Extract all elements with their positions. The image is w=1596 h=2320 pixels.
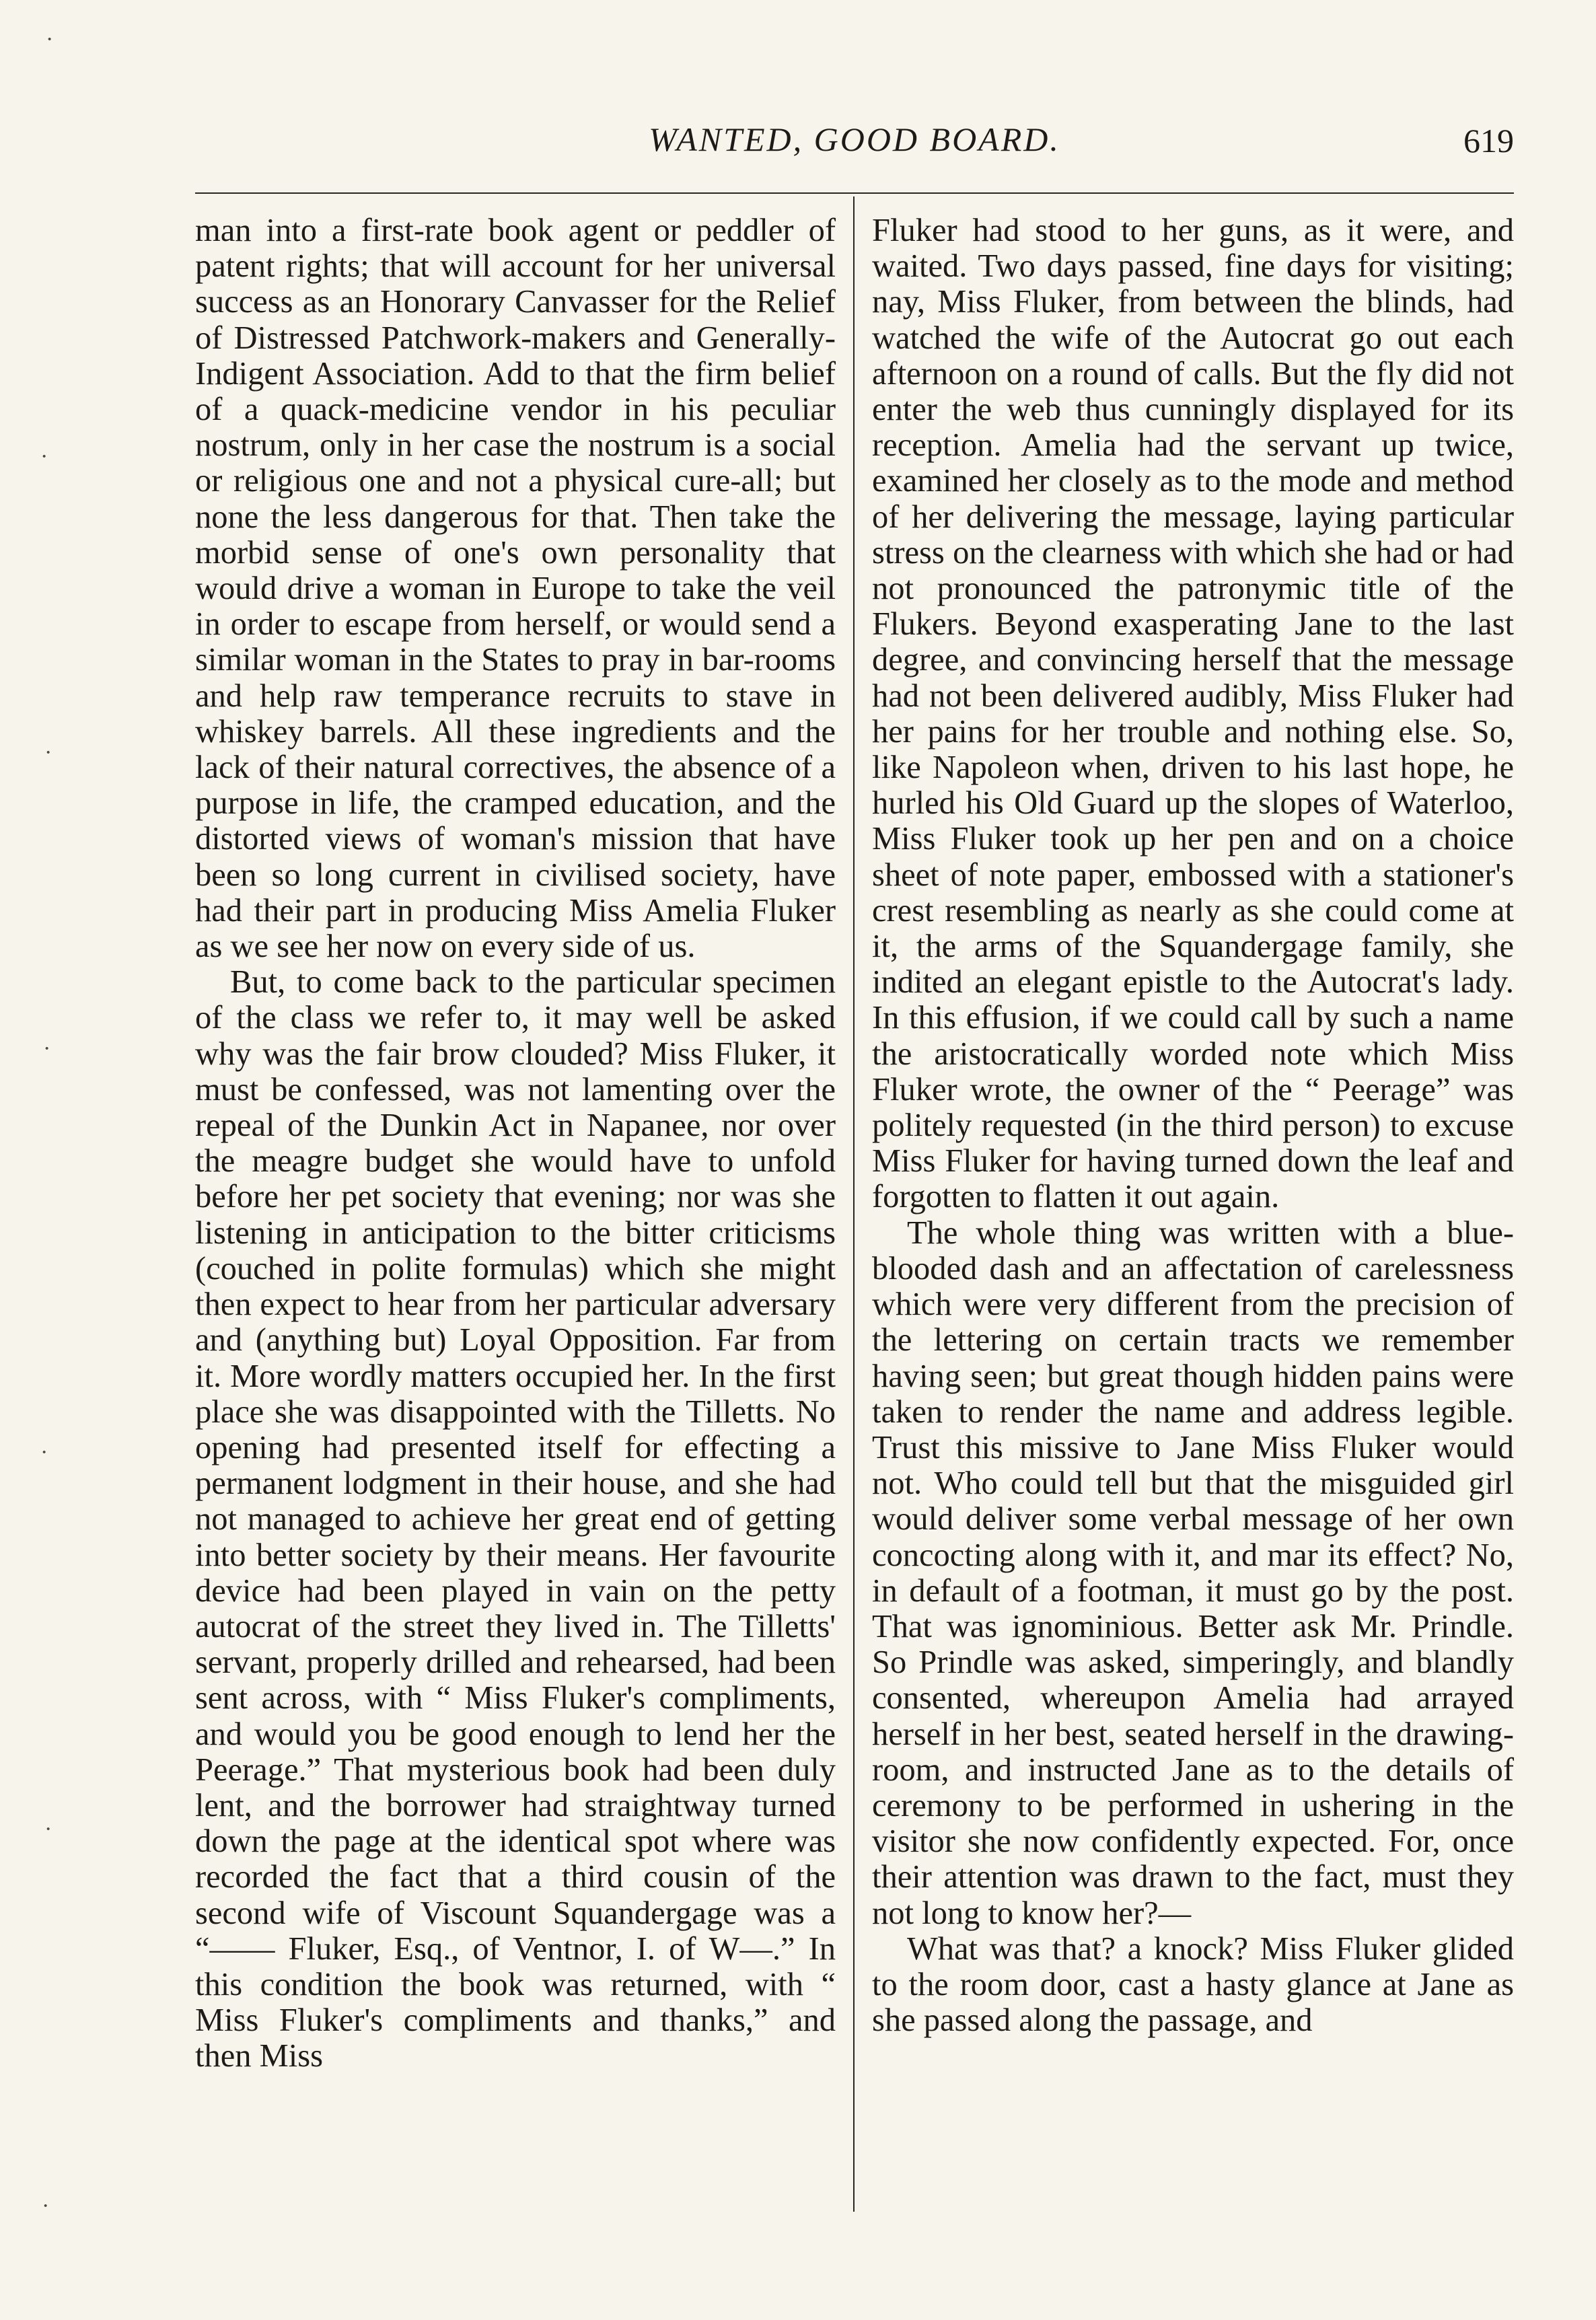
margin-specks: · · · · · · · <box>40 27 54 2218</box>
page-number: 619 <box>1463 122 1514 159</box>
paragraph: But, to come back to the particular specimen of the class we refer to, it may well be asked why was the fair brow clouded? Miss Fluker, it must be confessed, was not lamenting over the repeal of the Dunkin Act in Napanee, nor over the meagre budget she would have to unfold before her pet society that evening; nor was she listening in anticipation to the bitter criticisms (couched in polite formulas) which she might then expect to hear from her particular adversary and (anything but) Loyal Opposition. Far from it. More wordly matters occupied her. In the first place she was disappointed with the Tilletts. No opening had presented itself for effecting a permanent lodgment in their house, and she had not managed to achieve her great end of getting into better society by their means. Her favourite device had been played in vain on the petty autocrat of the street they lived in. The Tilletts' servant, properly drilled and rehearsed, had been sent across, with “ Miss Fluker's compliments, and would you be good enough to lend her the Peerage.” That mysterious book had been duly lent, and the borrower had straightway turned down the page at the identical spot where was recorded the fact that a third cousin of the second wife of Viscount Squandergage was a “—— Fluker, Esq., of Ventnor, I. of W—.” In this condition the book was returned, with “ Miss Fluker's compliments and thanks,” and then Miss <box>195 964 836 2074</box>
running-title: WANTED, GOOD BOARD. <box>649 120 1060 158</box>
left-column <box>195 213 836 2074</box>
header-rule <box>195 192 1514 194</box>
right-column <box>872 213 1514 2038</box>
paragraph: Fluker had stood to her guns, as it were, and waited. Two days passed, fine days for visiting; nay, Miss Fluker, from between the blinds, had watched the wife of the Autocrat go out each afternoon on a round of calls. But the fly did not enter the web thus cunningly displayed for its reception. Amelia had the servant up twice, examined her closely as to the mode and method of her delivering the message, laying particular stress on the clearness with which she had or had not pronounced the patronymic title of the Flukers. Beyond exasperating Jane to the last degree, and convincing herself that the message had not been delivered audibly, Miss Fluker had her pains for her trouble and nothing else. So, like Napoleon when, driven to his last hope, he hurled his Old Guard up the slopes of Waterloo, Miss Fluker took up her pen and on a choice sheet of note paper, embossed with a stationer's crest resembling as nearly as she could come at it, the arms of the Squandergage family, she indited an elegant epistle to the Autocrat's lady. In this effusion, if we could call by such a name the aristocratically worded note which Miss Fluker wrote, the owner of the “ Peerage” was politely requested (in the third person) to excuse Miss Fluker for having turned down the leaf and forgotten to flatten it out again. <box>872 213 1514 1215</box>
paragraph: The whole thing was written with a blue-blooded dash and an affectation of carelessness which were very different from the precision of the lettering on certain tracts we remember having seen; but great though hidden pains were taken to render the name and address legible. Trust this missive to Jane Miss Fluker would not. Who could tell but that the misguided girl would deliver some verbal message of her own concocting along with it, and mar its effect? No, in default of a footman, it must go by the post. That was ignominious. Better ask Mr. Prindle. So Prindle was asked, simperingly, and blandly consented, whereupon Amelia had arrayed herself in her best, seated herself in the drawing-room, and instructed Jane as to the details of ceremony to be performed in ushering in the visitor she now confidently expected. For, once their attention was drawn to the fact, must they not long to know her?— <box>872 1215 1514 1931</box>
running-head <box>195 114 1514 168</box>
column-divider <box>853 196 855 2212</box>
paragraph: What was that? a knock? Miss Fluker glided to the room door, cast a hasty glance at Jane as she passed along the passage, and <box>872 1930 1514 2039</box>
paragraph: man into a first-rate book agent or peddler of patent rights; that will account for her universal success as an Honorary Canvasser for the Relief of Distressed Patchwork-makers and Generally-Indigent Association. Add to that the firm belief of a quack-medicine vendor in his peculiar nostrum, only in her case the nostrum is a social or religious one and not a physical cure-all; but none the less dangerous for that. Then take the morbid sense of one's own personality that would drive a woman in Europe to take the veil in order to escape from herself, or would send a similar woman in the States to pray in bar-rooms and help raw temperance recruits to stave in whiskey barrels. All these ingredients and the lack of their natural correctives, the absence of a purpose in life, the cramped education, and the distorted views of woman's mission that have been so long current in civilised society, have had their part in producing Miss Amelia Fluker as we see her now on every side of us. <box>195 213 836 965</box>
